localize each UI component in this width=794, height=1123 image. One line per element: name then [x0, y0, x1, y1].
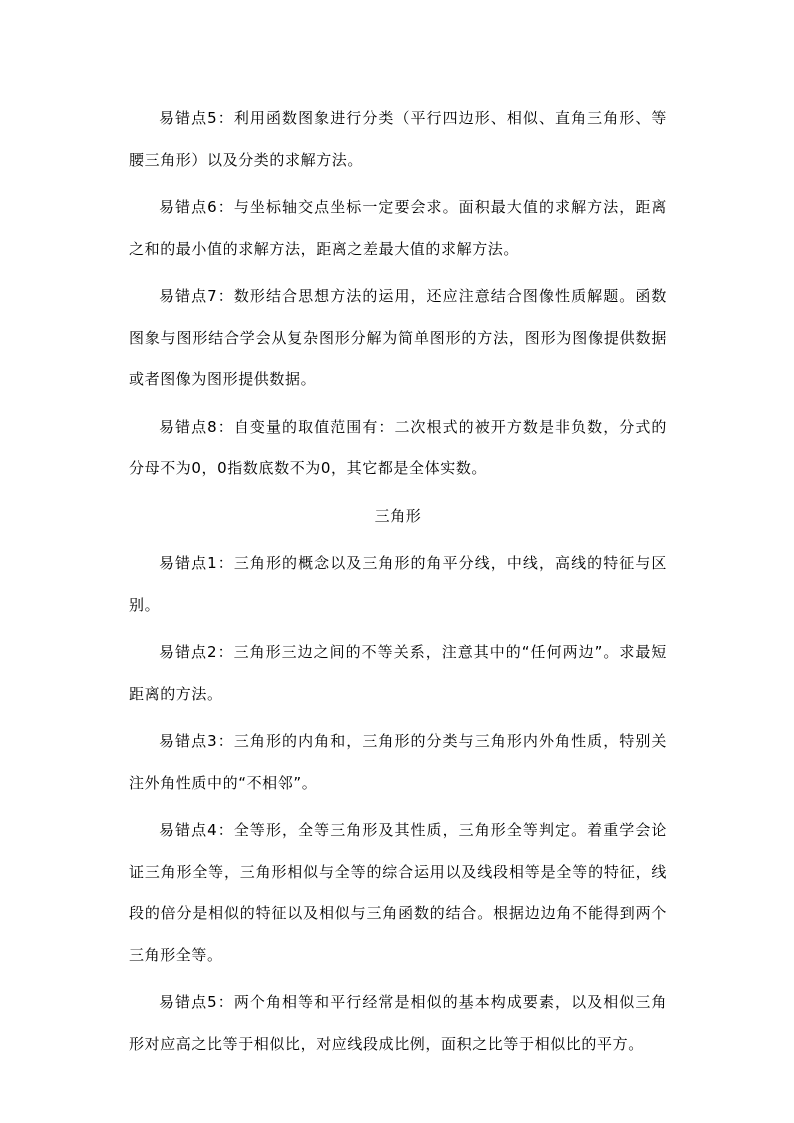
section-heading-triangle: 三角形	[374, 506, 422, 525]
paragraph-error-point-5-function: 易错点5：利用函数图象进行分类（平行四边形、相似、直角三角形、等腰三角形）以及分类的求解方法。	[129, 109, 667, 169]
document-body	[129, 98, 667, 1071]
paragraph-error-point-5-triangle: 易错点5：两个角相等和平行经常是相似的基本构成要素，以及相似三角形对应高之比等于相似比，对应线段成比例，面积之比等于相似比的平方。	[129, 993, 667, 1053]
paragraph-error-point-4-triangle: 易错点4：全等形，全等三角形及其性质，三角形全等判定。着重学会论证三角形全等，三角形相似与全等的综合运用以及线段相等是全等的特征，线段的倍分是相似的特征以及相似与三角函数的结合。根据边边角不能得到两个三角形全等。	[129, 821, 667, 964]
paragraph-error-point-3-triangle: 易错点3：三角形的内角和，三角形的分类与三角形内外角性质，特别关注外角性质中的“不相邻”。	[129, 732, 667, 792]
paragraph-error-point-8-function: 易错点8：自变量的取值范围有：二次根式的被开方数是非负数，分式的分母不为0，0指数底数不为0，其它都是全体实数。	[129, 417, 667, 477]
paragraph-error-point-7-function: 易错点7：数形结合思想方法的运用，还应注意结合图像性质解题。函数图象与图形结合学会从复杂图形分解为简单图形的方法，图形为图像提供数据或者图像为图形提供数据。	[129, 287, 667, 388]
paragraph-error-point-2-triangle: 易错点2：三角形三边之间的不等关系，注意其中的“任何两边”。求最短距离的方法。	[129, 643, 667, 703]
paragraph-error-point-1-triangle: 易错点1：三角形的概念以及三角形的角平分线，中线，高线的特征与区别。	[129, 554, 667, 614]
paragraph-error-point-6-function: 易错点6：与坐标轴交点坐标一定要会求。面积最大值的求解方法，距离之和的最小值的求解方法，距离之差最大值的求解方法。	[129, 198, 667, 258]
